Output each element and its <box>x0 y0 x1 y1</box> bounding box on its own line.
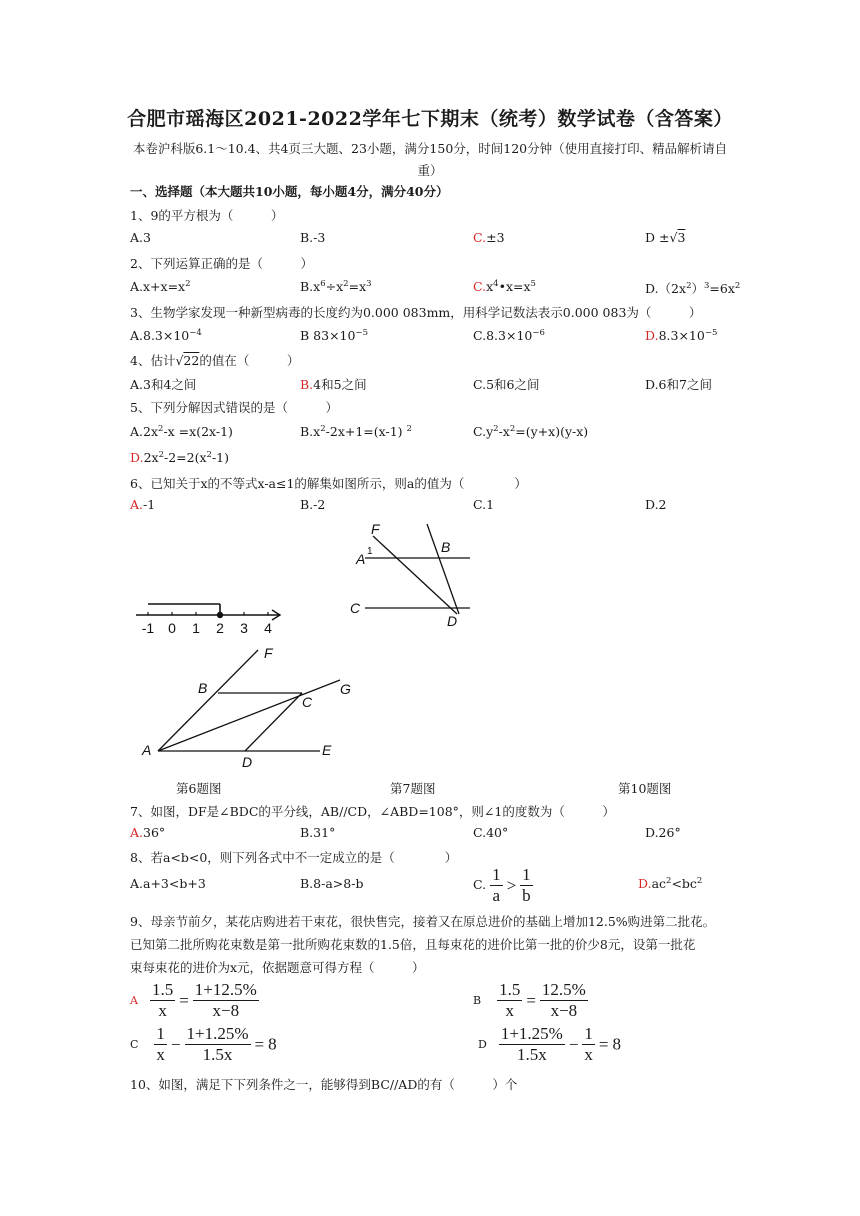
q5-option-b: $B.x^2-2x+1=(x-1)$ $^2$ <box>300 424 412 439</box>
q6-option-b: B.-2 <box>300 497 326 512</box>
q8-stem: 8、若a<b<0，则下列各式中不一定成立的是（ ） <box>130 850 458 865</box>
q5-option-d: $D.2x^2-2=2(x^2-1)$ <box>130 450 230 465</box>
svg-text:A: A <box>356 551 366 567</box>
q7-option-c: C.40° <box>473 825 509 840</box>
svg-text:B: B <box>198 680 208 696</box>
caption-fig6: 第6题图 <box>176 781 222 796</box>
caption-fig7: 第7题图 <box>390 781 436 796</box>
caption-fig10: 第10题图 <box>618 781 672 796</box>
q3-option-d: $D.8.3\times 10^{-5}$ <box>645 328 718 343</box>
page-subtitle: 本卷沪科版6.1～10.4、共4页三大题、23小题，满分150分，时间120分钟（使用直接打印、精品解析请自重） <box>132 141 728 178</box>
q4-option-b: B.4和5之间 <box>300 377 367 392</box>
q9-option-c: C $\frac{1}{x}$ − $\frac{1+1.25\%}{1.5x}$ = 8 <box>130 1024 277 1064</box>
q2-stem: 2、下列运算正确的是（ ） <box>130 256 313 271</box>
q1-option-c: C.±3 <box>473 230 505 245</box>
figure-q10 <box>140 645 360 770</box>
q2-option-d: $D.(2x^2)^3=6x^2$ <box>645 281 741 296</box>
q8-option-d: $D.ac^2<bc^2$ <box>638 876 703 891</box>
tick-label: -1 <box>141 620 155 636</box>
q4-stem: 4、估计√22的值在（ ） <box>130 353 300 368</box>
q8-option-c: C. $\frac{1}{a}$ > $\frac{1}{b}$ <box>473 865 531 905</box>
q5-option-c: $C.y^2-x^2=(y+x)(y-x)$ <box>473 424 589 439</box>
svg-text:B: B <box>441 539 451 555</box>
section-heading: 一、选择题（本大题共10小题，每小题4分，满分40分） <box>130 184 449 199</box>
svg-text:1: 1 <box>367 546 373 557</box>
q9-line2: 已知第二批所购花束数是第一批所购花束数的1.5倍，且每束花的进价比第一批的价少8元，设第一批花 <box>130 937 696 952</box>
page-title: 合肥市瑶海区2021-2022学年七下期末（统考）数学试卷（含答案） <box>127 108 733 130</box>
number-line-figure <box>128 595 288 639</box>
svg-text:D: D <box>242 754 253 770</box>
tick-label: 1 <box>192 620 200 636</box>
tick-label: 4 <box>264 620 272 636</box>
q3-option-b: B $83\times 10^{-5}$ <box>300 328 368 343</box>
svg-text:E: E <box>322 742 332 758</box>
q6-stem: 6、已知关于x的不等式x-a≤1的解集如图所示，则a的值为（ ） <box>130 476 527 491</box>
q6-option-a: A.-1 <box>130 497 156 512</box>
q7-option-a: A.36° <box>130 825 166 840</box>
tick-label: 3 <box>240 620 248 636</box>
q6-option-d: D.2 <box>645 497 667 512</box>
q9-option-d: D $\frac{1+1.25\%}{1.5x}$ − $\frac{1}{x}$ = 8 <box>478 1024 621 1064</box>
q3-option-c: $C.8.3\times 10^{-6}$ <box>473 328 545 343</box>
q8-option-a: A.a+3<b+3 <box>130 876 206 891</box>
q3-stem: 3、生物学家发现一种新型病毒的长度约为0.000 083mm，用科学记数法表示0.000 083为（ ） <box>130 305 702 320</box>
q10-stem: 10、如图，满足下下列条件之一，能够得到BC//AD的有（ ）个 <box>130 1077 518 1092</box>
q1-option-a: A.3 <box>130 230 151 245</box>
q6-option-c: C.1 <box>473 497 495 512</box>
svg-text:D: D <box>447 613 458 629</box>
tick-label: 2 <box>216 620 224 636</box>
q5-option-a: $A.2x^2-x =x(2x-1)$ <box>130 424 233 439</box>
q7-option-b: B.31° <box>300 825 336 840</box>
q2-option-a: $A.x+x=x^2$ <box>130 279 191 294</box>
q8-option-b: B.8-a>8-b <box>300 876 364 891</box>
q7-stem: 7、如图，DF是∠BDC的平分线，AB//CD，∠ABD=108°，则∠1的度数为（ ） <box>130 804 615 819</box>
q9-option-a: A $\frac{1.5}{x}$ = $\frac{1+12.5\%}{x-8}$ <box>130 980 257 1020</box>
q9-line1: 9、母亲节前夕，某花店购进若干束花，很快售完，接着又在原总进价的基础上增加12.5%购进第二批花。 <box>130 914 716 929</box>
svg-text:F: F <box>371 521 380 537</box>
q9-line3: 束每束花的进价为x元，依据题意可得方程（ ） <box>130 960 425 975</box>
q1-option-b: B.-3 <box>300 230 326 245</box>
q2-option-c: $C.x^4•x=x^5$ <box>473 279 536 294</box>
svg-text:C: C <box>350 600 361 616</box>
figure-q7 <box>345 518 480 630</box>
svg-text:F: F <box>264 645 273 661</box>
q2-option-b: $B.x^6\div x^2=x^3$ <box>300 279 372 294</box>
q9-option-b: B $\frac{1.5}{x}$ = $\frac{12.5\%}{x-8}$ <box>473 980 586 1020</box>
q7-option-d: D.26° <box>645 825 681 840</box>
q1-option-d: D ±√3 <box>645 230 686 245</box>
q5-stem: 5、下列分解因式错误的是（ ） <box>130 400 338 415</box>
svg-text:G: G <box>340 681 351 697</box>
svg-text:C: C <box>302 694 313 710</box>
q3-option-a: $A.8.3\times 10^{-4}$ <box>130 328 202 343</box>
q4-option-c: C.5和6之间 <box>473 377 540 392</box>
svg-text:A: A <box>142 742 152 758</box>
q1-stem: 1、9的平方根为（ ） <box>130 208 284 223</box>
tick-label: 0 <box>168 620 176 636</box>
q4-option-a: A.3和4之间 <box>130 377 197 392</box>
q4-option-d: D.6和7之间 <box>645 377 712 392</box>
